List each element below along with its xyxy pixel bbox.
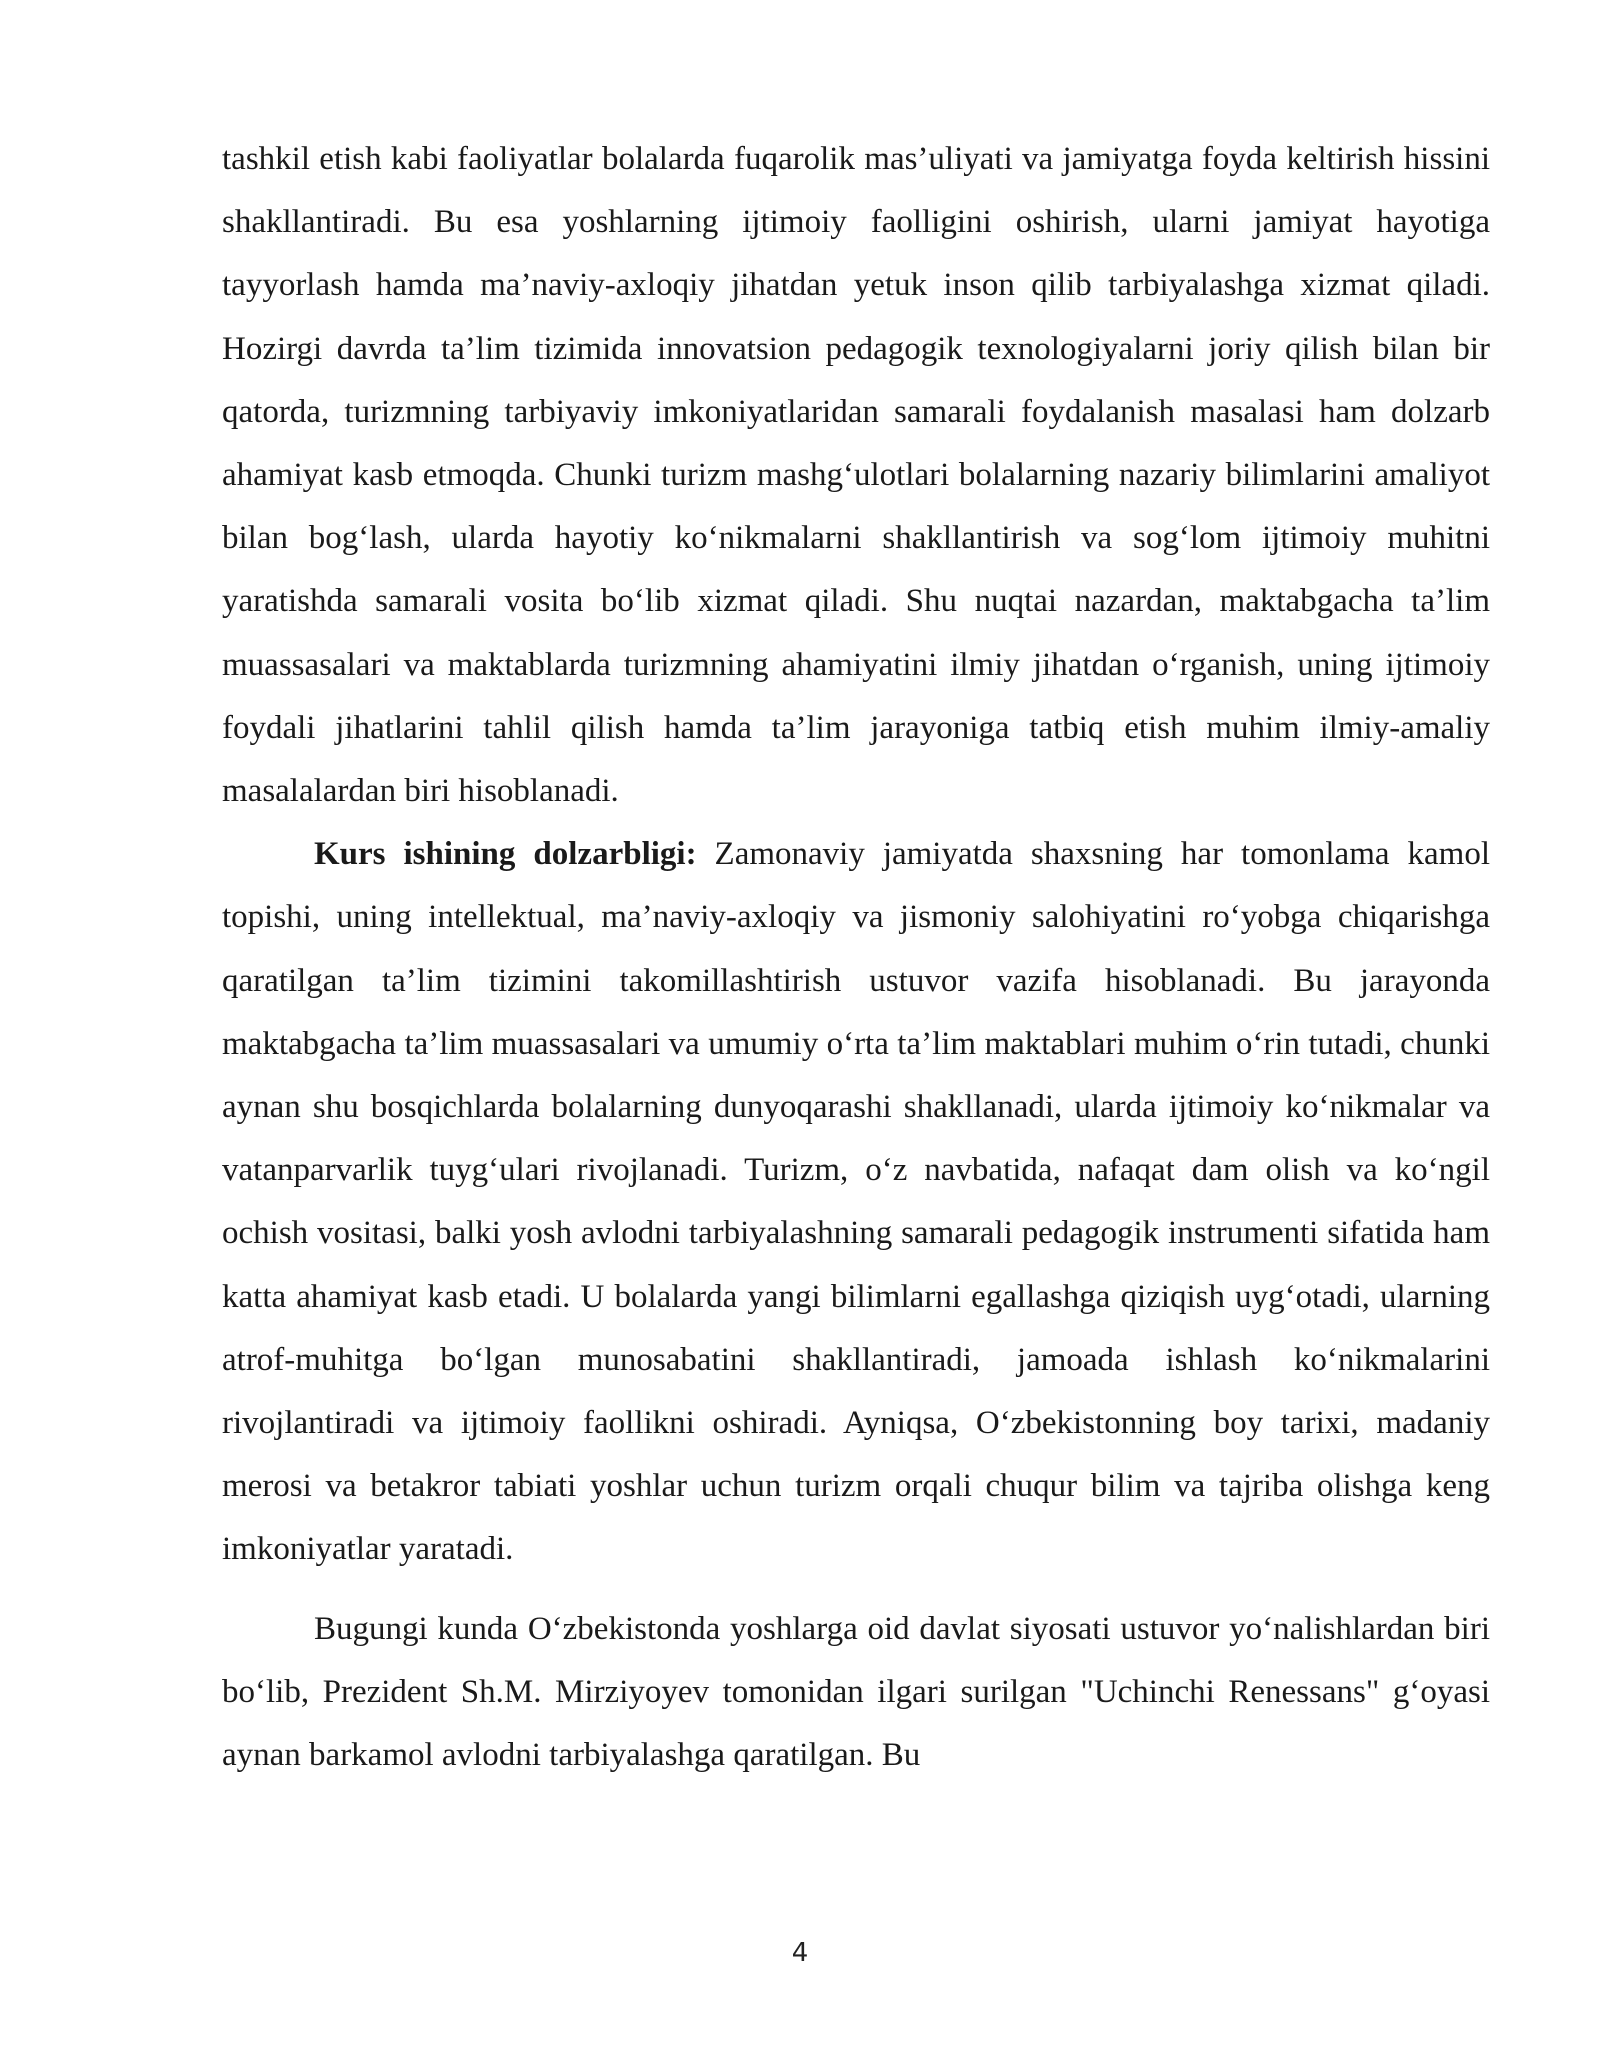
- body-paragraph-continued: tashkil etish kabi faoliyatlar bolalarda fuqarolik mas’uliyati va jamiyatga foyda keltirish hissini shakllantiradi. Bu esa yoshlarning ijtimoiy faolligini oshirish, ularni jamiyat hayotiga tayyorlash hamda ma’naviy-axloqiy jihatdan yetuk inson qilib tarbiyalashga xizmat qiladi. Hozirgi davrda ta’lim tizimida innovatsion pedagogik texnologiyalarni joriy qilish bilan bir qatorda, turizmning tarbiyaviy imkoniyatlaridan samarali foydalanish masalasi ham dolzarb ahamiyat kasb etmoqda. Chunki turizm mashg‘ulotlari bolalarning nazariy bilimlarini amaliyot bilan bog‘lash, ularda hayotiy ko‘nikmalarni shakllantirish va sog‘lom ijtimoiy muhitni yaratishda samarali vosita bo‘lib xizmat qiladi. Shu nuqtai nazardan, maktabgacha ta’lim muassasalari va maktablarda turizmning ahamiyatini ilmiy jihatdan o‘rganish, uning ijtimoiy foydali jihatlarini tahlil qilish hamda ta’lim jarayoniga tatbiq etish muhim ilmiy-amaliy masalalardan biri hisoblanadi.: [222, 141, 1490, 810]
- page-number: 4: [791, 1938, 809, 1968]
- body-paragraph-youth-policy: Bugungi kunda O‘zbekistonda yoshlarga oid davlat siyosati ustuvor yo‘nalishlardan biri bo‘lib, Prezident Sh.M. Mirziyoyev tomonidan ilgari surilgan "Uchinchi Renessans" g‘oyasi aynan barkamol avlodni tarbiyalashga qaratilgan. Bu: [222, 1610, 1490, 1774]
- document-page: [222, 128, 1490, 1787]
- body-paragraph-relevance: [222, 823, 1490, 1581]
- section-heading: Kurs ishining dolzarbligi:: [314, 836, 697, 873]
- relevance-text: Zamonaviy jamiyatda shaxsning har tomonlama kamol topishi, uning intellektual, ma’naviy-axloqiy va jismoniy salohiyatini ro‘yobga chiqarishga qaratilgan ta’lim tizimini takomillashtirish ustuvor vazifa hisoblanadi. Bu jarayonda maktabgacha ta’lim muassasalari va umumiy o‘rta ta’lim maktablari muhim o‘rin tutadi, chunki aynan shu bosqichlarda bolalarning dunyoqarashi shakllanadi, ularda ijtimoiy ko‘nikmalar va vatanparvarlik tuyg‘ulari rivojlanadi. Turizm, o‘z navbatida, nafaqat dam olish va ko‘ngil ochish vositasi, balki yosh avlodni tarbiyalashning samarali pedagogik instrumenti sifatida ham katta ahamiyat kasb etadi. U bolalarda yangi bilimlarni egallashga qiziqish uyg‘otadi, ularning atrof-muhitga bo‘lgan munosabatini shakllantiradi, jamoada ishlash ko‘nikmalarini rivojlantiradi va ijtimoiy faollikni oshiradi. Ayniqsa, O‘zbekistonning boy tarixi, madaniy merosi va betakror tabiati yoshlar uchun turizm orqali chuqur bilim va tajriba olishga keng imkoniyatlar yaratadi.: [222, 836, 1490, 1568]
